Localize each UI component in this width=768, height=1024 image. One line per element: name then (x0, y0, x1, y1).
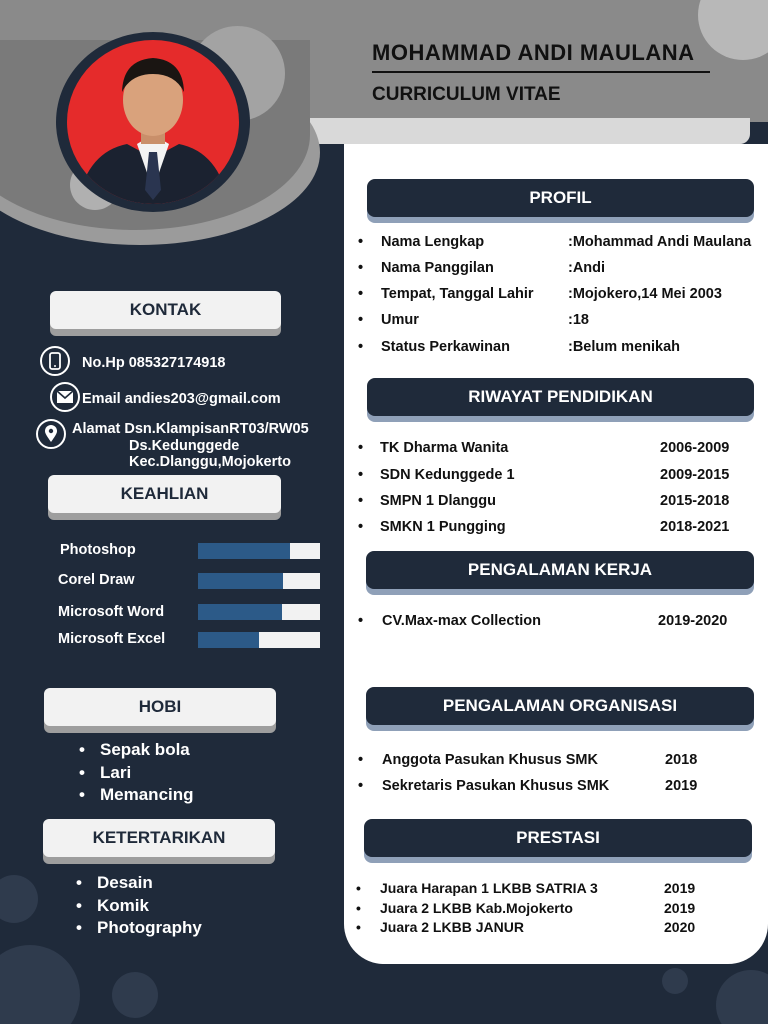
contact-phone: No.Hp 085327174918 (82, 355, 226, 371)
skill-bar-fill (198, 573, 283, 589)
contact-address-line3: Kec.Dlanggu,Mojokerto (129, 454, 291, 470)
decorative-circle-bottom-right (662, 968, 688, 994)
pendidikan-value: 2006-2009 (660, 440, 730, 456)
skill-bar-photoshop (198, 543, 320, 559)
section-header-profil: PROFIL (367, 179, 754, 217)
section-header-ketertarikan: KETERTARIKAN (43, 819, 275, 857)
section-header-prestasi: PRESTASI (364, 819, 752, 857)
organisasi-value: 2019 (665, 778, 698, 794)
candidate-name: MOHAMMAD ANDI MAULANA (372, 40, 695, 65)
section-header-hobi: HOBI (44, 688, 276, 726)
document-subtitle: CURRICULUM VITAE (372, 84, 561, 105)
skill-bar-fill (198, 604, 282, 620)
profil-label: Nama Lengkap (381, 234, 485, 250)
list-item: • Photography (73, 918, 202, 941)
section-header-kontak: KONTAK (50, 291, 281, 329)
organisasi-label: Sekretaris Pasukan Khusus SMK (382, 778, 610, 794)
header-underline-band (300, 118, 750, 144)
ketertarikan-list (73, 873, 202, 941)
kerja-value: 2019-2020 (658, 613, 728, 629)
location-pin-icon (36, 419, 66, 449)
pendidikan-value: 2015-2018 (660, 493, 730, 509)
prestasi-value: 2019 (664, 880, 696, 896)
pendidikan-value: 2018-2021 (660, 519, 730, 535)
pendidikan-value: 2009-2015 (660, 467, 730, 483)
organisasi-label: Anggota Pasukan Khusus SMK (382, 752, 598, 768)
pendidikan-label: SMKN 1 Pungging (380, 519, 506, 535)
skill-bar-fill (198, 632, 259, 648)
profil-label: Status Perkawinan (381, 339, 510, 355)
skill-bar-corel-draw (198, 573, 320, 589)
contact-address-line2: Ds.Kedunggede (129, 438, 240, 454)
profil-value: :Mojokero,14 Mei 2003 (568, 286, 722, 302)
kerja-label: CV.Max-max Collection (382, 613, 542, 629)
section-header-keahlian: KEAHLIAN (48, 475, 281, 513)
skill-bar-microsoft-word (198, 604, 320, 620)
section-header-kerja: PENGALAMAN KERJA (366, 551, 754, 589)
skill-label-corel-draw: Corel Draw (58, 572, 135, 588)
skill-label-microsoft-word: Microsoft Word (58, 604, 165, 620)
list-item: • Lari (76, 763, 194, 786)
skill-bar-microsoft-excel (198, 632, 320, 648)
list-item: • Sepak bola (76, 740, 194, 763)
profil-value: :18 (568, 312, 589, 328)
contact-address-line1: Alamat Dsn.KlampisanRT03/RW05 (72, 421, 309, 437)
pendidikan-label: SDN Kedunggede 1 (380, 467, 515, 483)
skill-label-microsoft-excel: Microsoft Excel (58, 631, 166, 647)
section-header-organisasi: PENGALAMAN ORGANISASI (366, 687, 754, 725)
contact-email: Email andies203@gmail.com (82, 391, 281, 407)
prestasi-label: Juara 2 LKBB Kab.Mojokerto (380, 900, 573, 916)
skill-label-photoshop: Photoshop (60, 542, 136, 558)
prestasi-value: 2019 (664, 900, 696, 916)
profil-value: :Belum menikah (568, 339, 680, 355)
decorative-circle-bottom-right-large (716, 970, 768, 1024)
profile-photo (67, 40, 239, 204)
organisasi-value: 2018 (665, 752, 698, 768)
name-underline (372, 71, 710, 73)
pendidikan-label: TK Dharma Wanita (380, 440, 509, 456)
list-item: • Desain (73, 873, 202, 896)
section-header-pendidikan: RIWAYAT PENDIDIKAN (367, 378, 754, 416)
hobi-list (76, 740, 194, 808)
prestasi-value: 2020 (664, 919, 696, 935)
email-icon (50, 382, 80, 412)
list-item: • Memancing (76, 785, 194, 808)
profil-label: Nama Panggilan (381, 260, 494, 276)
profil-value: :Andi (568, 260, 606, 276)
profil-value: :Mohammad Andi Maulana (568, 234, 752, 250)
prestasi-label: Juara 2 LKBB JANUR (380, 919, 524, 935)
list-item: • Komik (73, 896, 202, 919)
pendidikan-label: SMPN 1 Dlanggu (380, 493, 497, 509)
phone-icon (40, 346, 70, 376)
prestasi-label: Juara Harapan 1 LKBB SATRIA 3 (380, 880, 598, 896)
profil-label: Tempat, Tanggal Lahir (381, 286, 534, 302)
skill-bar-fill (198, 543, 290, 559)
profil-label: Umur (381, 312, 419, 328)
decorative-circle-bottom-mid (112, 972, 158, 1018)
